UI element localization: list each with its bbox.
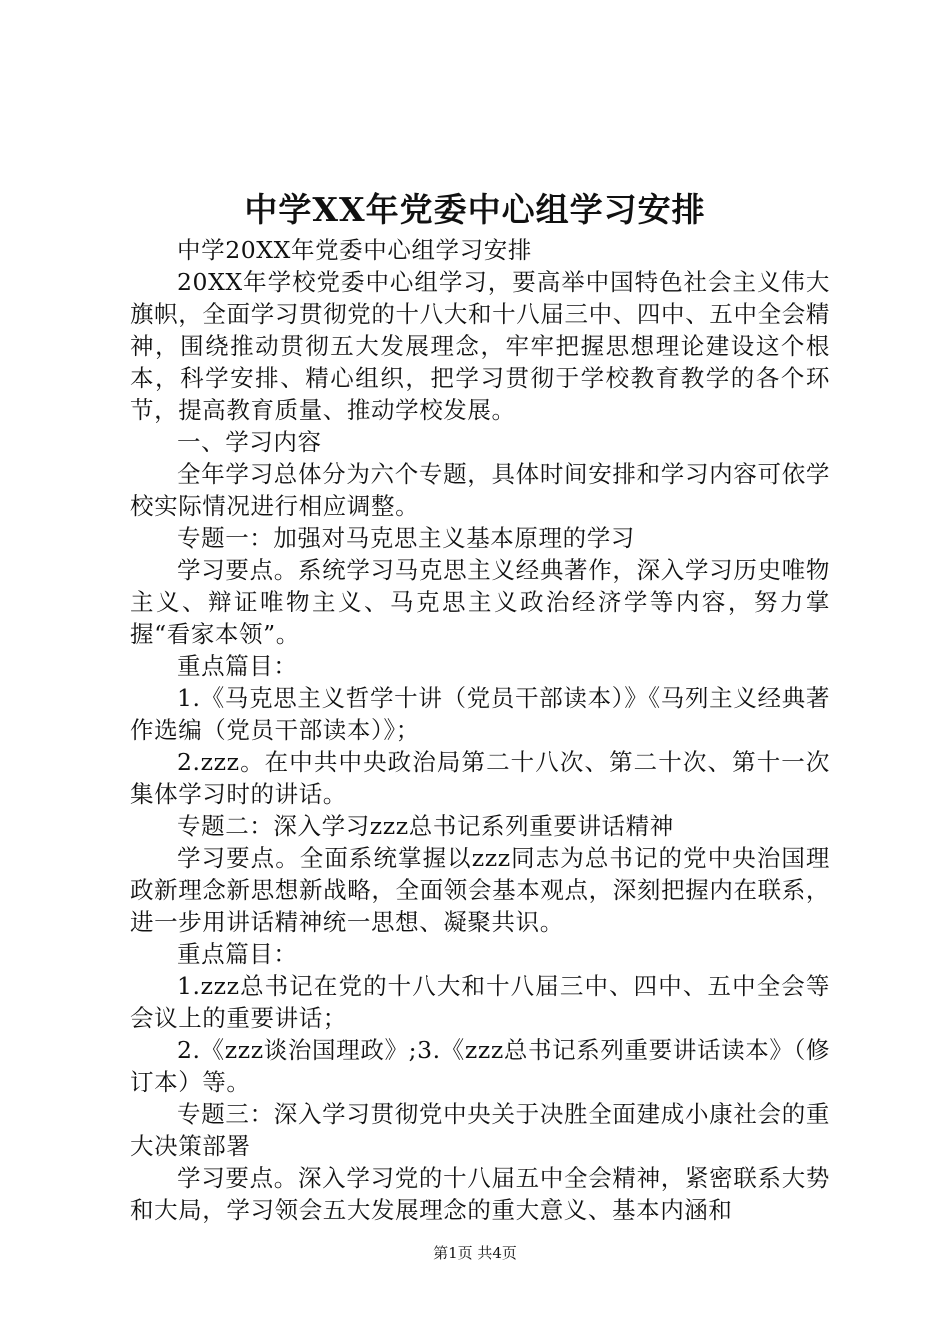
page-footer: 第1页 共4页 (433, 1244, 517, 1262)
list-item: 2.zzz。在中共中央政治局第二十八次、第二十次、第十一次集体学习时的讲话。 (130, 748, 830, 808)
list-item: 2.《zzz谈治国理政》;3.《zzz总书记系列重要讲话读本》（修订本）等。 (130, 1036, 830, 1096)
subheading: 重点篇目： (177, 652, 298, 680)
subheading: 重点篇目： (177, 940, 298, 968)
paragraph: 中学20XX年党委中心组学习安排 (177, 236, 532, 264)
paragraph: 20XX年学校党委中心组学习，要高举中国特色社会主义伟大旗帜，全面学习贯彻党的十八大和十八届三中、四中、五中全会精神，围绕推动贯彻五大发展理念，牢牢把握思想理论建设这个根本，科学安排、精心组织，把学习贯彻于学校教育教学的各个环节，提高教育质量、推动学校发展。 (130, 268, 830, 424)
list-item: 1.zzz总书记在党的十八大和十八届三中、四中、五中全会等会议上的重要讲话； (130, 972, 830, 1032)
paragraph: 学习要点。系统学习马克思主义经典著作，深入学习历史唯物主义、辩证唯物主义、马克思主义政治经济学等内容，努力掌握“看家本领”。 (130, 556, 830, 648)
topic-heading: 专题一：加强对马克思主义基本原理的学习 (177, 524, 635, 552)
paragraph: 学习要点。全面系统掌握以zzz同志为总书记的党中央治国理政新理念新思想新战略，全面领会基本观点，深刻把握内在联系，进一步用讲话精神统一思想、凝聚共识。 (130, 844, 830, 936)
document-title: 中学XX年党委中心组学习安排 (244, 190, 706, 229)
list-item: 1.《马克思主义哲学十讲（党员干部读本）》《马列主义经典著作选编（党员干部读本）》； (130, 684, 830, 744)
topic-heading: 专题二：深入学习zzz总书记系列重要讲话精神 (177, 812, 674, 840)
topic-heading: 专题三：深入学习贯彻党中央关于决胜全面建成小康社会的重大决策部署 (130, 1100, 830, 1160)
document-body (130, 234, 830, 1226)
paragraph: 学习要点。深入学习党的十八届五中全会精神，紧密联系大势和大局，学习领会五大发展理念的重大意义、基本内涵和 (130, 1164, 830, 1224)
paragraph: 全年学习总体分为六个专题，具体时间安排和学习内容可依学校实际情况进行相应调整。 (130, 460, 830, 520)
section-heading: 一、学习内容 (177, 428, 322, 456)
